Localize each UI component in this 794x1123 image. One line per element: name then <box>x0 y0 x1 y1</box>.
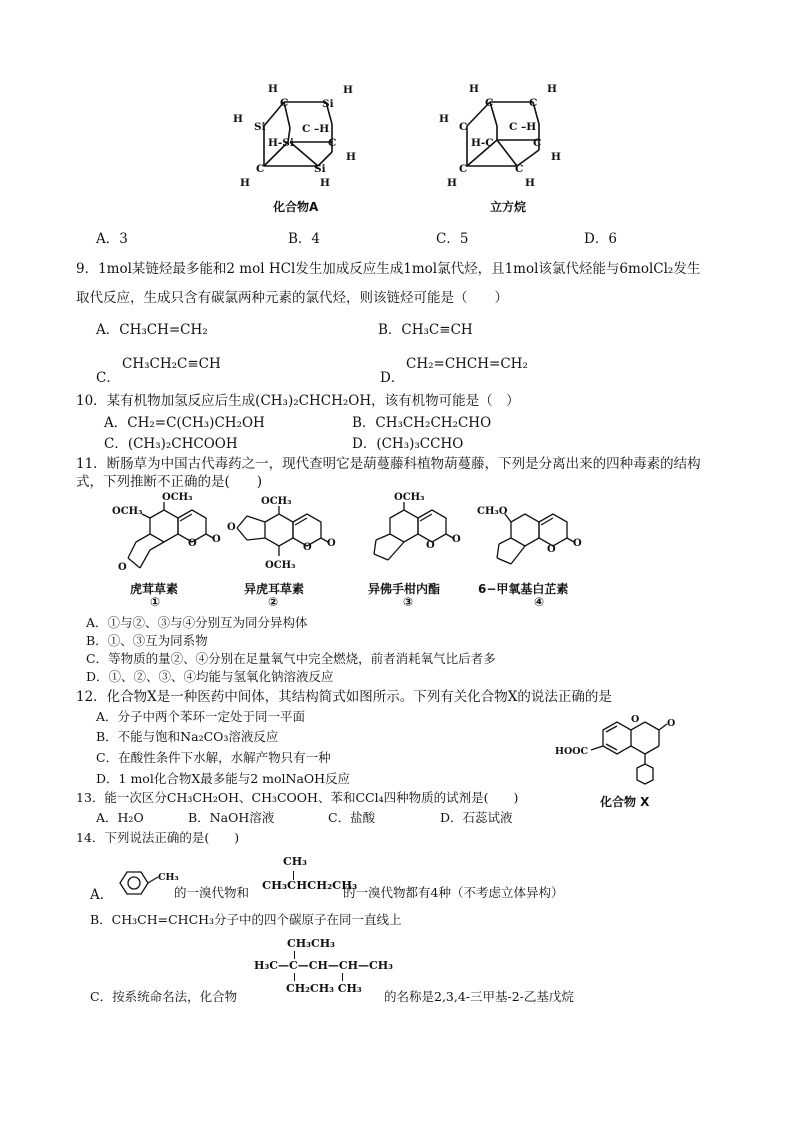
svg-text:C: C <box>459 121 468 133</box>
structure-4-name: 6−甲氧基白芷素 <box>478 582 569 596</box>
svg-text:C: C <box>515 163 524 175</box>
q14-option-a-text1: 的一溴代物和 <box>174 885 250 900</box>
q11-option-a: A．①与②、③与④分别互为同分异构体 <box>86 615 308 630</box>
q14-option-c-top: CH₃CH₃ <box>287 937 335 950</box>
svg-text:Si: Si <box>322 98 334 110</box>
svg-text:OCH₃: OCH₃ <box>265 560 296 571</box>
q11-option-d: D．①、②、③、④均能与氢氧化钠溶液反应 <box>86 669 334 684</box>
svg-text:H: H <box>525 177 535 189</box>
cubane-structure <box>435 80 575 192</box>
compound-a-structure <box>228 80 368 192</box>
q13-option-a: A．H₂O <box>96 810 144 825</box>
structure-3-name: 异佛手柑内酯 <box>368 582 441 596</box>
q14-option-c-bond-up <box>294 951 295 959</box>
q11-stem-line1: 11．断肠草为中国古代毒药之一，现代查明它是葫蔓藤科植物葫蔓藤，下列是分离出来的四种毒素的结构 <box>76 456 701 472</box>
svg-text:CH₃O: CH₃O <box>477 506 508 517</box>
svg-text:HOOC: HOOC <box>555 746 589 757</box>
svg-text:H: H <box>233 113 243 125</box>
compound-a-caption: 化合物A <box>273 200 319 214</box>
structure-1-name: 虎茸草素 <box>130 582 179 596</box>
q9-option-c-label: C． <box>96 370 120 386</box>
svg-text:OCH₃: OCH₃ <box>261 496 292 507</box>
svg-text:C: C <box>256 163 265 175</box>
svg-text:OCH₃: OCH₃ <box>162 492 193 503</box>
svg-text:H: H <box>240 177 250 189</box>
q12-option-d: D．1 mol化合物X最多能与2 molNaOH反应 <box>96 771 351 786</box>
svg-text:C: C <box>302 123 311 135</box>
q10-option-b: B．CH₃CH₂CH₂CHO <box>352 415 492 431</box>
svg-text:O: O <box>212 534 221 545</box>
q9-option-b: B．CH₃C≡CH <box>378 322 473 338</box>
q14-option-c-mid: H₃C—C—CH—CH—CH₃ <box>254 959 393 972</box>
svg-text:O: O <box>426 540 435 551</box>
svg-text:C: C <box>529 97 538 109</box>
svg-text:H: H <box>439 113 449 125</box>
q9-option-a: A．CH₃CH=CH₂ <box>96 322 208 338</box>
q13-option-c: C．盐酸 <box>328 810 376 825</box>
q13-option-b: B．NaOH溶液 <box>188 810 275 825</box>
svg-text:O: O <box>227 522 236 533</box>
q12-stem: 12．化合物X是一种医药中间体，其结构简式如图所示。下列有关化合物X的说法正确的是 <box>76 689 612 705</box>
svg-text:O: O <box>573 538 582 549</box>
structure-1-number: ① <box>150 595 161 609</box>
toluene-structure <box>114 868 179 898</box>
q14-option-c-label: C．按系统命名法，化合物 <box>90 989 238 1004</box>
svg-text:CH₃: CH₃ <box>158 872 179 883</box>
compound-x-caption: 化合物 X <box>600 795 650 809</box>
q14-option-a-chain: CH₃CHCH₂CH₃ <box>262 878 358 892</box>
q10-option-d: D．(CH₃)₃CCHO <box>352 436 464 452</box>
svg-text:H: H <box>547 83 557 95</box>
svg-text:C: C <box>328 137 337 149</box>
svg-text:O: O <box>667 718 676 729</box>
svg-text:H-Si: H-Si <box>268 137 294 149</box>
q14-option-a-ch3: CH₃ <box>283 855 307 868</box>
svg-text:H: H <box>343 84 353 96</box>
svg-text:C: C <box>459 163 468 175</box>
q8-option-c: C．5 <box>436 231 469 247</box>
svg-text:–H: –H <box>521 121 537 133</box>
q11-option-b: B．①、③互为同系物 <box>86 633 208 648</box>
q9-option-d-label: D． <box>380 370 405 386</box>
compound-x-structure <box>555 702 685 792</box>
structure-3-diagram <box>360 492 470 580</box>
q14-option-b: B．CH₃CH=CHCH₃分子中的四个碳原子在同一直线上 <box>90 912 402 927</box>
svg-text:H: H <box>447 177 457 189</box>
svg-text:C: C <box>280 97 289 109</box>
svg-text:O: O <box>303 542 312 553</box>
svg-text:H: H <box>346 151 356 163</box>
svg-text:O: O <box>631 714 640 725</box>
svg-text:C: C <box>533 137 542 149</box>
svg-text:H: H <box>268 83 278 95</box>
q8-option-d: D．6 <box>584 231 617 247</box>
structure-3-number: ③ <box>403 595 414 609</box>
q10-stem: 10．某有机物加氢反应后生成(CH₃)₂CHCH₂OH，该有机物可能是（ ） <box>76 393 520 409</box>
q9-stem-line2: 取代反应，生成只含有碳氯两种元素的氯代烃，则该链烃可能是（ ） <box>76 290 508 306</box>
svg-text:H-C: H-C <box>471 137 494 149</box>
svg-text:OCH₃: OCH₃ <box>112 506 143 517</box>
q9-option-c-formula: CH₃CH₂C≡CH <box>122 356 221 372</box>
svg-text:H: H <box>469 83 479 95</box>
cubane-caption: 立方烷 <box>490 200 527 214</box>
svg-text:OCH₃: OCH₃ <box>394 492 425 503</box>
q14-stem: 14．下列说法正确的是( ) <box>76 830 240 845</box>
svg-text:O: O <box>327 538 336 549</box>
q13-stem: 13．能一次区分CH₃CH₂OH、CH₃COOH、苯和CCl₄四种物质的试剂是( ) <box>76 790 519 805</box>
q12-option-b: B．不能与饱和Na₂CO₃溶液反应 <box>96 729 279 744</box>
structure-4-diagram <box>475 492 585 580</box>
q14-option-a-text2: 的一溴代物都有4种（不考虑立体异构） <box>343 885 564 900</box>
q9-option-d-formula: CH₂=CHCH=CH₂ <box>406 356 528 372</box>
q8-option-a: A．3 <box>96 231 128 247</box>
svg-text:Si: Si <box>254 121 266 133</box>
q9-stem-line1: 9．1mol某链烃最多能和2 mol HCl发生加成反应生成1mol氯代烃，且1mol该氯代烃能与6molCl₂发生 <box>76 261 701 277</box>
structure-4-number: ④ <box>534 595 545 609</box>
svg-text:O: O <box>188 538 197 549</box>
q14-option-c-bond-down2 <box>342 973 343 981</box>
q14-option-a-label: A． <box>90 887 114 903</box>
q14-option-c-bottom: CH₂CH₃ CH₃ <box>286 982 362 995</box>
structure-1-diagram <box>110 492 220 580</box>
svg-text:O: O <box>118 562 127 573</box>
q10-option-c: C．(CH₃)₂CHCOOH <box>104 436 238 452</box>
q10-option-a: A．CH₂=C(CH₃)CH₂OH <box>104 415 265 431</box>
q13-option-d: D．石蕊试液 <box>440 810 513 825</box>
svg-text:–H: –H <box>314 123 330 135</box>
q12-option-a: A．分子中两个苯环一定处于同一平面 <box>96 709 306 724</box>
svg-text:H: H <box>551 151 561 163</box>
q14-option-c-bond-down <box>294 973 295 981</box>
svg-text:O: O <box>547 544 556 555</box>
structure-2-name: 异虎耳草素 <box>244 582 305 596</box>
svg-text:Si: Si <box>314 163 326 175</box>
svg-text:C: C <box>485 97 494 109</box>
q11-option-c: C．等物质的量②、④分别在足量氧气中完全燃烧，前者消耗氧气比后者多 <box>86 651 496 666</box>
q12-option-c: C．在酸性条件下水解，水解产物只有一种 <box>96 750 331 765</box>
svg-text:C: C <box>509 121 518 133</box>
q11-stem-line2: 式，下列推断不正确的是( ) <box>76 474 263 490</box>
q14-option-c-text: 的名称是2,3,4-三甲基-2-乙基戊烷 <box>384 989 574 1004</box>
svg-text:O: O <box>452 534 461 545</box>
q8-option-b: B．4 <box>288 231 321 247</box>
structure-2-number: ② <box>268 595 279 609</box>
structure-2-diagram <box>225 492 335 580</box>
svg-text:H: H <box>320 177 330 189</box>
